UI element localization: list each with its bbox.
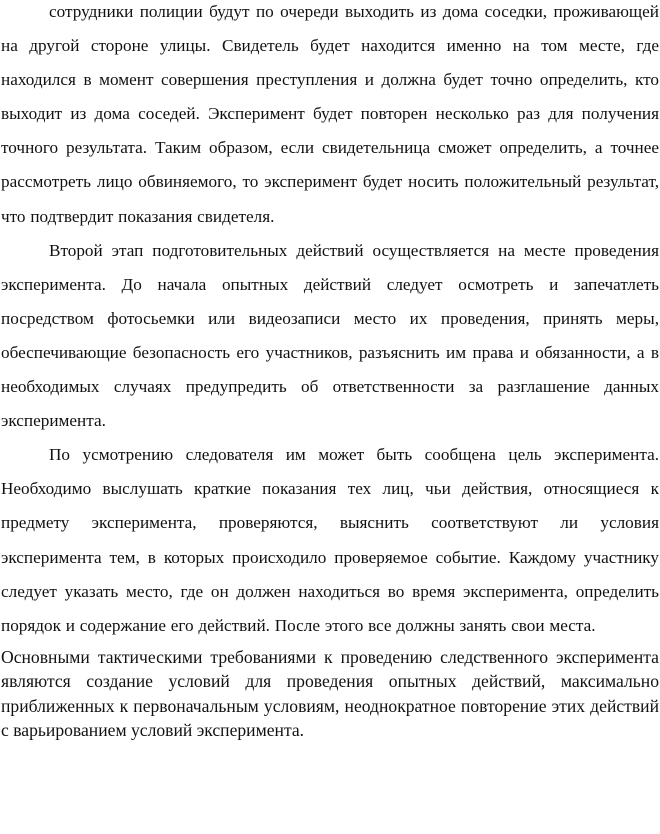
paragraph-2: Второй этап подготовительных действий осуществляется на месте проведения эксперимента. До начала опытных действий следует осмотреть и запечатлеть посредством фотосьемки или видеозаписи место их проведения, принять меры, обеспечивающие безопасность его участников, разъяснить им права и обязанности, а в необходимых случаях предупредить об ответственности за разглашение данных эксперимента. — [1, 240, 659, 431]
paragraph-3: По усмотрению следователя им может быть сообщена цель эксперимента. Необходимо выслушать краткие показания тех лиц, чьи действия, относящиеся к предмету эксперимента, проверяются, выяснить соответствуют ли условия эксперимента тем, в которых происходило проверяемое событие. Каждому участнику следует указать место, где он должен находиться во время эксперимента, определить порядок и содержание его действий. После этого все должны занять свои места. — [1, 445, 659, 635]
paragraph-1: сотрудники полиции будут по очереди выходить из дома соседки, проживающей на другой стороне улицы. Свидетель будет находится именно на том месте, где находился в момент совершения преступления и должна будет точно определить, кто выходит из дома соседей. Эксперимент будет повторен несколько раз для получения точного результата. Таким образом, если свидетельница сможет определить, а точнее рассмотреть лицо обвиняемого, то эксперимент будет носить положительный результат, что подтвердит показания свидетеля. — [1, 2, 659, 226]
paragraph-4: Основными тактическими требованиями к проведению следственного эксперимента являются создание условий для проведения опытных действий, максимально приближенных к первоначальным условиям, неоднократное повторение этих действий с варьированием условий эксперимента. — [1, 646, 659, 741]
